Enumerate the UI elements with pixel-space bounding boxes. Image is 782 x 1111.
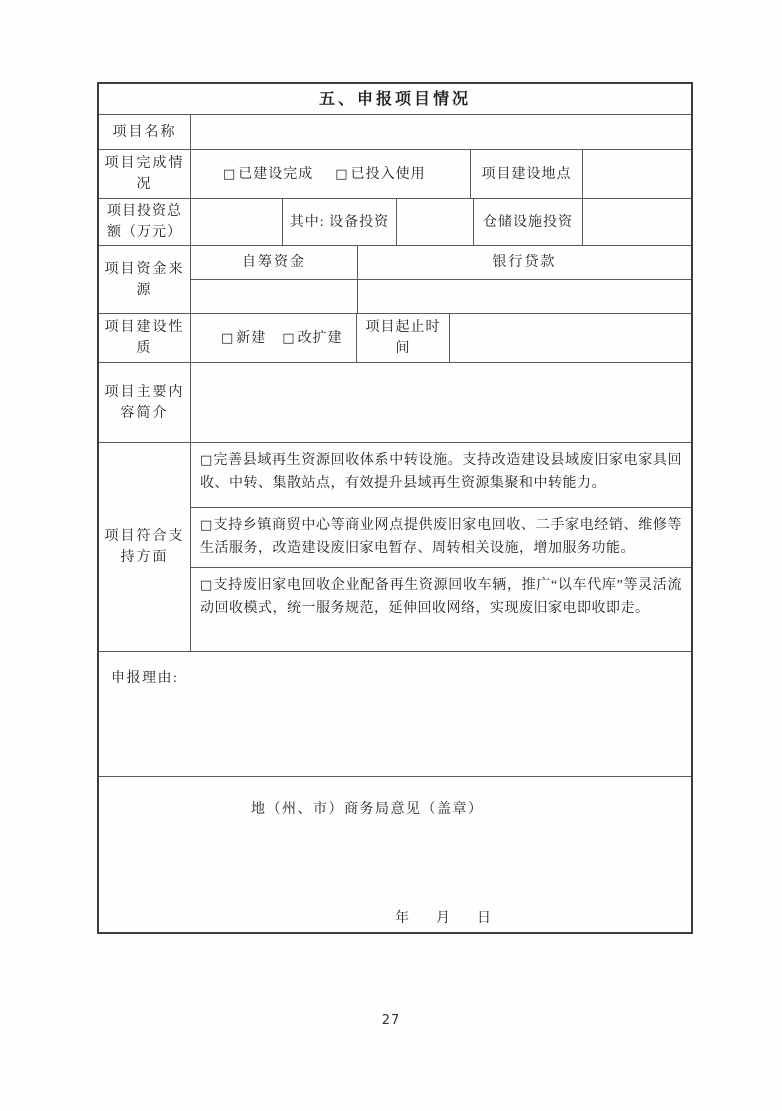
checkbox-option-in-use-label: 已投入使用 — [350, 166, 426, 182]
checkbox-icon[interactable]: □ — [200, 453, 213, 468]
construction-location-label: 项目建设地点 — [471, 150, 583, 198]
month-label: 月 — [436, 911, 450, 926]
nature-label: 项目建设性质 — [99, 314, 191, 362]
reason-row — [99, 652, 691, 777]
equipment-investment-value[interactable] — [397, 199, 474, 245]
support-option-1[interactable] — [191, 443, 691, 507]
support-label: 项目符合支持方面 — [99, 443, 191, 651]
bank-loan-label: 银行贷款 — [492, 255, 557, 270]
year-label: 年 — [395, 911, 409, 926]
project-name-row — [99, 115, 691, 150]
support-option-subrow — [191, 568, 691, 652]
bank-loan-value[interactable] — [358, 280, 691, 313]
project-period-value[interactable] — [450, 314, 691, 362]
project-name-label: 项目名称 — [99, 115, 191, 149]
self-raised-funds-value[interactable] — [191, 280, 358, 313]
checkbox-option-built-label: 已建设完成 — [238, 166, 314, 182]
form-title-row — [99, 84, 691, 115]
funding-header-subrow — [191, 246, 691, 280]
checkbox-option-in-use[interactable] — [335, 164, 425, 185]
self-raised-funds-label: 自筹资金 — [191, 246, 358, 279]
checkbox-option-built[interactable] — [223, 164, 313, 185]
date-line — [395, 908, 491, 929]
opinion-row — [99, 777, 691, 932]
completion-label: 项目完成情况 — [99, 150, 191, 198]
funding-label: 项目资金来源 — [99, 246, 191, 313]
equipment-investment-label: 其中: 设备投资 — [283, 199, 397, 245]
support-option-1-text: 完善县域再生资源回收体系中转设施。支持改造建设县域废旧家电家具回收、中转、集散站点，有效提升县域再生资源集聚和中转能力。 — [200, 453, 682, 491]
form-title: 五、申报项目情况 — [318, 90, 471, 108]
warehouse-investment-label: 仓储设施投资 — [474, 199, 583, 245]
warehouse-investment-value[interactable] — [583, 199, 691, 245]
funding-row — [99, 246, 691, 314]
checkbox-option-new-build[interactable] — [221, 328, 266, 349]
checkbox-icon[interactable]: □ — [282, 330, 295, 346]
support-subgrid — [191, 443, 691, 651]
completion-options — [191, 150, 471, 198]
investment-label: 项目投资总额（万元） — [99, 199, 191, 245]
support-option-3[interactable] — [191, 568, 691, 652]
nature-options — [191, 314, 357, 362]
project-name-value[interactable] — [191, 115, 691, 149]
opinion-cell[interactable] — [99, 777, 691, 932]
support-row — [99, 443, 691, 652]
funding-subgrid — [191, 246, 691, 313]
project-period-label: 项目起止时间 — [357, 314, 450, 362]
summary-value[interactable] — [191, 363, 691, 442]
summary-row — [99, 363, 691, 443]
completion-row — [99, 150, 691, 199]
reason-label: 申报理由: — [111, 671, 179, 686]
checkbox-option-new-build-label: 新建 — [236, 330, 267, 346]
checkbox-icon[interactable]: □ — [200, 578, 213, 593]
summary-label: 项目主要内容简介 — [99, 363, 191, 442]
page-number: 27 — [381, 1013, 401, 1028]
nature-row — [99, 314, 691, 363]
reason-cell[interactable] — [99, 652, 691, 776]
investment-row — [99, 199, 691, 246]
checkbox-icon[interactable]: □ — [223, 166, 236, 182]
support-option-2[interactable] — [191, 508, 691, 567]
investment-total-value[interactable] — [191, 199, 283, 245]
checkbox-icon[interactable]: □ — [200, 518, 213, 533]
support-option-subrow — [191, 443, 691, 508]
checkbox-option-renovation[interactable] — [282, 328, 342, 349]
support-option-subrow — [191, 508, 691, 568]
support-option-3-text: 支持废旧家电回收企业配备再生资源回收车辆，推广“以车代库”等灵活流动回收模式，统一服务规范，延伸回收网络，实现废旧家电即收即走。 — [200, 578, 682, 616]
opinion-title: 地（州、市）商务局意见（盖章） — [251, 802, 484, 817]
funding-value-subrow — [191, 280, 691, 313]
checkbox-option-renovation-label: 改扩建 — [297, 330, 343, 346]
application-form-table — [97, 82, 693, 934]
day-label: 日 — [477, 911, 491, 926]
checkbox-icon[interactable]: □ — [221, 330, 234, 346]
checkbox-icon[interactable]: □ — [335, 166, 348, 182]
construction-location-value[interactable] — [583, 150, 691, 198]
support-option-2-text: 支持乡镇商贸中心等商业网点提供废旧家电回收、二手家电经销、维修等生活服务，改造建设废旧家电暂存、周转相关设施，增加服务功能。 — [200, 518, 682, 556]
